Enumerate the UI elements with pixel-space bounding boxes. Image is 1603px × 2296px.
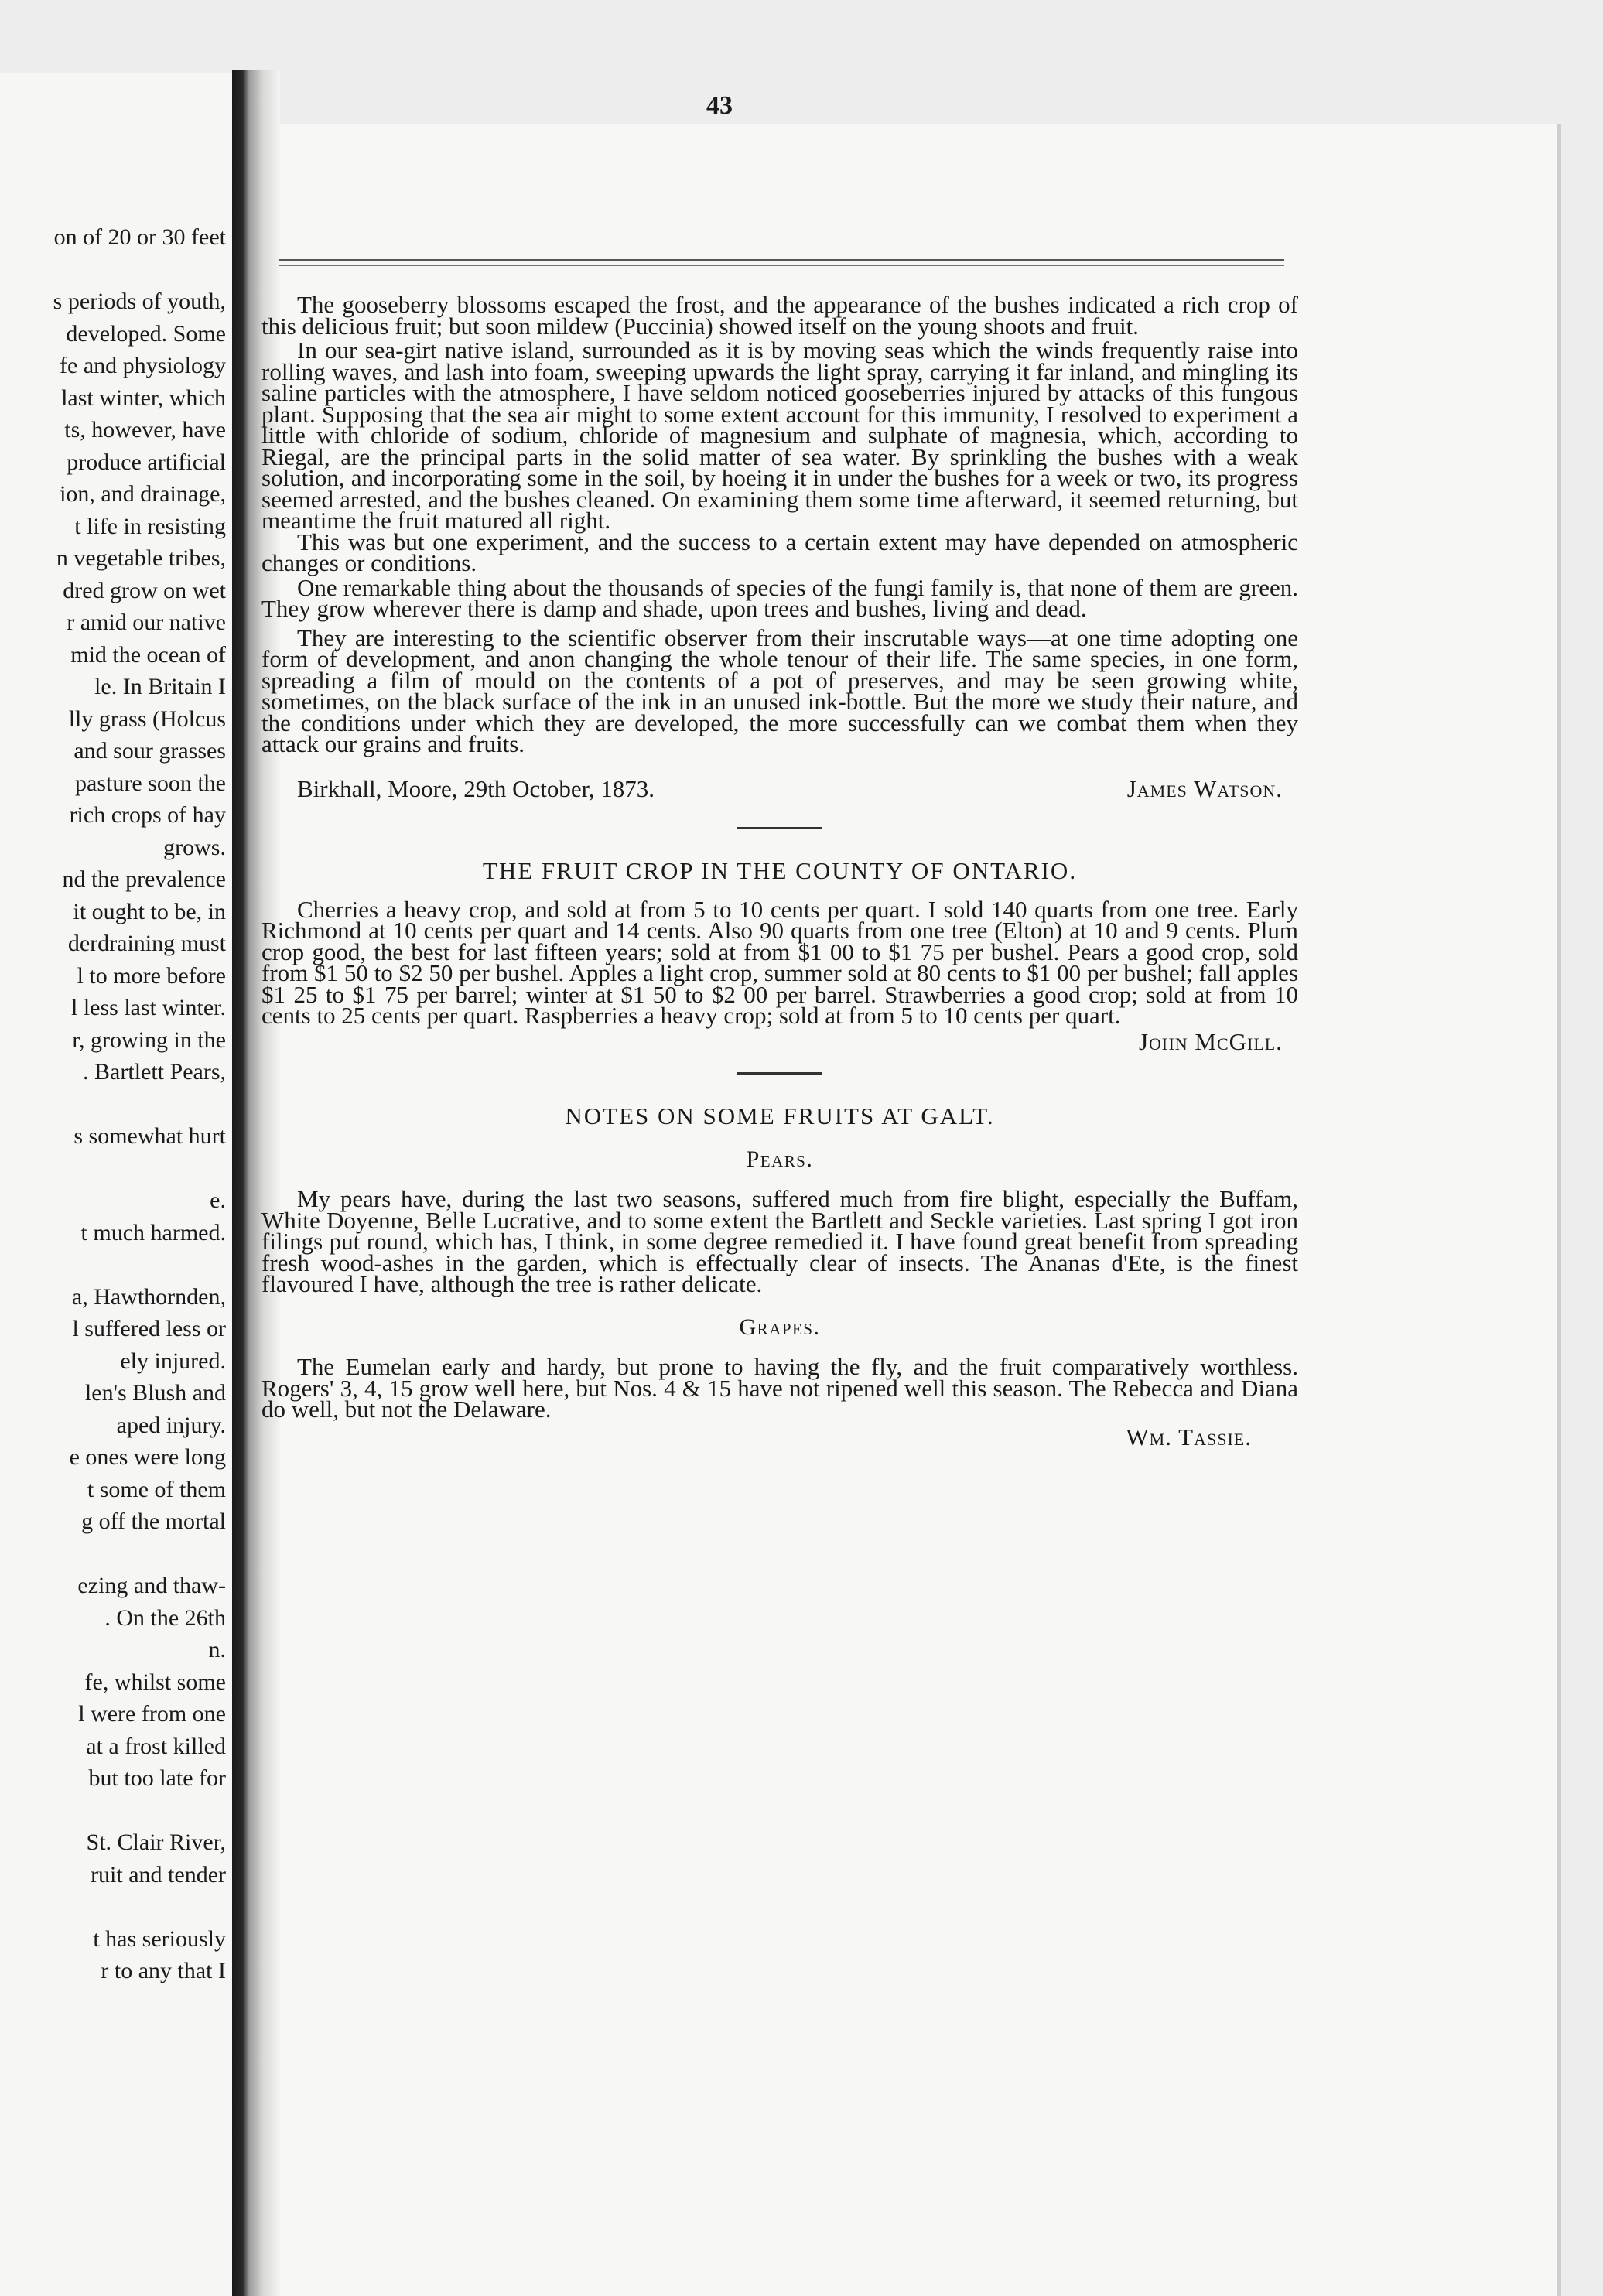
left-page-line: pasture soon the bbox=[75, 770, 226, 796]
page-content bbox=[261, 291, 1298, 1450]
paragraph: The gooseberry blossoms escaped the frost, and the appearance of the bushes indicated a rich crop of this delicious fruit; but soon mildew (Puccinia) showed itself on the young shoots and fruit. bbox=[261, 291, 1298, 340]
left-page-line: it ought to be, in bbox=[73, 898, 226, 924]
left-page-line: s periods of youth, bbox=[53, 289, 226, 314]
paragraph: My pears have, during the last two seasons, suffered much from fire blight, especially the Buffam, White Doyenne, Belle Lucrative, and to some extent the Bartlett and Seckle varieties. Last spring I got iron filings put round, which has, I think, in some degree remedied it. I have found great benefit from spreading fresh wood-ashes in the garden, which is effectually clear of insects. The Ananas d'Ete, is the finest flavoured I have, although the tree is rather delicate. bbox=[261, 1185, 1298, 1297]
left-page-line: ezing and thaw- bbox=[77, 1573, 226, 1598]
left-page-line: ruit and tender bbox=[91, 1861, 226, 1888]
left-page-line: but too late for bbox=[88, 1765, 226, 1791]
left-page-line: dred grow on wet bbox=[63, 577, 226, 603]
left-page-line: r amid our native bbox=[67, 610, 226, 635]
article-fruit-crop-ontario bbox=[261, 857, 1298, 1055]
left-page-line: l were from one bbox=[78, 1701, 226, 1727]
left-page-line: e ones were long bbox=[69, 1444, 226, 1470]
left-page-line: rich crops of hay bbox=[69, 802, 226, 828]
left-page-line: l suffered less or bbox=[72, 1316, 226, 1341]
left-page-line: last winter, which bbox=[61, 384, 226, 411]
left-page-line: n. bbox=[208, 1637, 226, 1662]
left-page-line: derdraining must bbox=[67, 931, 226, 956]
left-page-line: at a frost killed bbox=[86, 1733, 226, 1759]
paragraph: This was but one experiment, and the success to a certain extent may have depended on atmospheric changes or conditions. bbox=[261, 528, 1298, 576]
left-page-line: ely injured. bbox=[120, 1348, 226, 1374]
section-divider bbox=[737, 827, 822, 829]
left-page-line: lly grass (Holcus bbox=[68, 706, 226, 732]
header-rule bbox=[279, 259, 1284, 261]
section-divider bbox=[737, 1072, 822, 1075]
left-page-line: nd the prevalence bbox=[62, 866, 226, 892]
page-number: 43 bbox=[706, 91, 733, 120]
article-title: THE FRUIT CROP IN THE COUNTY OF ONTARIO. bbox=[482, 857, 1078, 884]
section-title: Pears. bbox=[746, 1146, 814, 1172]
left-page-line: le. In Britain I bbox=[94, 674, 226, 699]
paragraph: In our sea-girt native island, surrounded as it is by moving seas which the winds frequently raise into rolling waves, and lash into foam, sweeping upwards the light spray, carrying it far inland, and mingling its saline particles with the atmosphere, I have seldom noticed gooseberries injured by attacks of this fungous plant. Supposing that the sea air might to some extent account for this immunity, I resolved to experiment a little with chloride of sodium, chloride of magnesium and sulphate of magnesia, which, according to Riegal, are the principal parts in the solid matter of sea water. By sprinkling the bushes with a weak solution, and incorporating some in the soil, by hoeing it in under the bushes for a week or two, its progress seemed arrested, and the bushes cleaned. On examining them some time afterward, it seemed returning, but meantime the fruit matured all right. bbox=[261, 337, 1298, 534]
left-page-line: r to any that I bbox=[101, 1958, 226, 1983]
left-page-line: r, growing in the bbox=[72, 1027, 226, 1053]
left-page-line: n vegetable tribes, bbox=[56, 545, 226, 571]
left-page-line: l to more before bbox=[77, 962, 226, 989]
left-page-line: . On the 26th bbox=[104, 1604, 226, 1631]
article-fruits-at-galt bbox=[261, 1102, 1298, 1450]
left-page-line: developed. Some bbox=[66, 320, 226, 347]
left-page-line: grows. bbox=[163, 834, 226, 860]
place-date: Birkhall, Moore, 29th October, 1873. bbox=[297, 774, 655, 802]
left-page-line: a, Hawthornden, bbox=[71, 1283, 226, 1310]
left-page-line: . Bartlett Pears, bbox=[83, 1059, 226, 1085]
section-title: Grapes. bbox=[739, 1314, 821, 1340]
author-name: John McGill. bbox=[1138, 1027, 1283, 1055]
left-page-line: t has seriously bbox=[93, 1925, 226, 1952]
left-page-line: fe and physiology bbox=[60, 353, 226, 378]
left-page-line: t life in resisting bbox=[74, 513, 226, 539]
left-page-line: St. Clair River, bbox=[86, 1830, 226, 1855]
left-page-line: t much harmed. bbox=[80, 1219, 226, 1245]
left-page-line: on of 20 or 30 feet bbox=[53, 224, 226, 250]
left-page-line: t some of them bbox=[87, 1476, 226, 1502]
header-rule-thin bbox=[279, 265, 1284, 266]
left-page-line: ts, however, have bbox=[64, 417, 226, 442]
left-page-line: fe, whilst some bbox=[84, 1669, 226, 1695]
left-page-line: produce artificial bbox=[67, 449, 226, 475]
paragraph: Cherries a heavy crop, and sold at from 5 to 10 cents per quart. I sold 140 quarts from one tree. Early Richmond at 10 cents per quart and 14 cents. Also 90 quarts from one tree (Elton) at 10 and 9 cents. Plum crop good, the best for last fifteen years; sold at from $1 00 to $1 75 per bushel. Pears a good crop, sold from $1 50 to $2 50 per bushel. Apples a light crop, summer sold at 80 cents to $1 00 per bushel; fall apples $1 25 to $1 75 per barrel; winter at $1 50 to $2 00 per barrel. Strawberries a good crop; sold at from 10 cents to 25 cents per quart. Raspberries a heavy crop; sold at from 5 to 10 cents per quart. bbox=[261, 895, 1298, 1029]
left-page-line: aped injury. bbox=[116, 1412, 226, 1438]
paragraph: They are interesting to the scientific observer from their inscrutable ways—at one time adopting one form of development, and anon changing the whole tenour of their life. The same species, in one form, spreading a film of mould on the contents of a pot of preserves, and may be seen growing white, sometimes, on the black surface of the ink in an unused ink-bottle. But the more we study their nature, and the conditions under which they are developed, the more successfully can we combat them when they attack our grains and fruits. bbox=[261, 624, 1298, 757]
paragraph: The Eumelan early and hardy, but prone to having the fly, and the fruit comparatively worthless. Rogers' 3, 4, 15 grow well here, but Nos. 4 & 15 have not ripened well this season. The Rebecca and Diana do well, but not the Delaware. bbox=[261, 1353, 1298, 1423]
paragraph: One remarkable thing about the thousands of species of the fungi family is, that none of them are green. They grow wherever there is damp and shade, upon trees and bushes, living and dead. bbox=[261, 573, 1298, 622]
left-page-line: s somewhat hurt bbox=[73, 1123, 226, 1149]
left-page-line: and sour grasses bbox=[73, 738, 226, 764]
article-gooseberry-mildew bbox=[261, 291, 1298, 802]
author-name: James Watson. bbox=[1126, 774, 1283, 802]
left-page-line: g off the mortal bbox=[81, 1508, 226, 1534]
left-page-line: l less last winter. bbox=[71, 995, 226, 1020]
left-page-line: len's Blush and bbox=[84, 1380, 226, 1406]
left-page-line: e. bbox=[210, 1187, 226, 1213]
left-page-line: ion, and drainage, bbox=[60, 481, 226, 507]
left-page-line: mid the ocean of bbox=[70, 641, 226, 668]
article-title: NOTES ON SOME FRUITS AT GALT. bbox=[565, 1102, 995, 1129]
left-page-fragment bbox=[0, 73, 232, 2296]
signature-row bbox=[261, 774, 1298, 802]
author-name: Wm. Tassie. bbox=[1126, 1423, 1252, 1450]
